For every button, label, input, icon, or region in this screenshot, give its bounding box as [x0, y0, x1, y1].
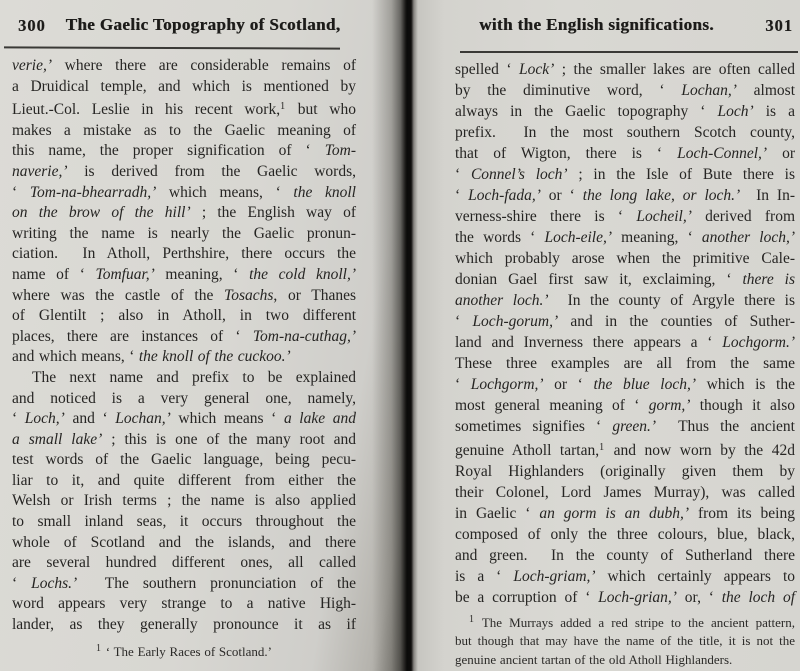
italic-text: the knoll: [293, 183, 356, 201]
text-segment: is a: [753, 103, 795, 120]
footnote-reference: 1: [469, 614, 475, 625]
italic-text: Lochan,’: [681, 82, 737, 99]
text-line: [455, 482, 795, 503]
italic-text: Loch-eile,’: [544, 229, 613, 246]
header-rule-left: [4, 46, 340, 49]
text-segment: sometimes signifies ‘: [455, 418, 613, 435]
text-line: [455, 587, 795, 608]
italic-text: gorm,’: [648, 397, 691, 414]
text-segment: and now worn by the 42d: [605, 442, 795, 459]
italic-text: Lochgorm.’: [722, 334, 795, 351]
text-line: [12, 640, 356, 661]
text-segment: word appears very strange to a native High-: [12, 595, 356, 613]
text-line: [455, 185, 795, 206]
text-segment: liar to it, and quite different from either the: [12, 471, 356, 489]
text-segment: ‘: [12, 183, 30, 201]
italic-text: Tom-: [324, 142, 356, 160]
text-line: [455, 651, 795, 669]
text-segment: to small inland seas, it occurs throughout the: [12, 513, 356, 531]
italic-text: Tomfuar,’: [95, 265, 155, 283]
text-line: [455, 269, 795, 290]
text-segment: meaning, ‘: [612, 229, 702, 246]
text-segment: ‘: [12, 410, 25, 428]
text-line: [455, 80, 795, 101]
text-segment: which probably arose when the primitive Cale-: [455, 250, 795, 267]
text-segment: composed of only the three colours, blue, black,: [455, 526, 795, 543]
text-segment: which means, ‘: [156, 183, 294, 201]
italic-text: there is: [742, 271, 795, 288]
text-segment: Welsh or Irish terms ; the name is also applied: [12, 492, 356, 510]
footnote-reference: 1: [95, 643, 102, 654]
italic-text: the knoll of the cuckoo.’: [138, 348, 291, 366]
text-line: [12, 265, 356, 286]
text-segment: writing the name is nearly the Gaelic pronun-: [12, 224, 356, 242]
text-line: [455, 248, 795, 269]
text-segment: but though that may have the name of the title, it is not the: [455, 633, 795, 649]
text-line: [455, 227, 795, 248]
text-line: [12, 347, 356, 368]
text-segment: places, there are instances of ‘: [12, 327, 253, 345]
italic-text: Lock’: [519, 61, 555, 78]
italic-text: Loch-grian,’: [598, 589, 677, 606]
text-line: [455, 332, 795, 353]
text-line: [12, 368, 356, 389]
text-segment: donian Gael first saw it, exclaiming, ‘: [455, 271, 743, 288]
text-line: [12, 450, 356, 471]
text-line: [12, 97, 356, 121]
text-line: [12, 306, 356, 327]
text-segment: Royal Highlanders (originally given them by: [455, 463, 795, 480]
italic-text: green.’: [612, 418, 657, 435]
text-line: [12, 430, 356, 451]
italic-text: Lochs.’: [31, 574, 78, 592]
italic-text: Loch,’: [24, 410, 65, 428]
italic-text: an gorm is an dubh,’: [539, 505, 690, 522]
text-segment: meaning, ‘: [154, 265, 250, 283]
text-line: [455, 632, 795, 650]
text-line: [12, 77, 356, 98]
text-line: [12, 56, 356, 77]
text-segment: or ‘: [540, 187, 583, 204]
text-segment: ciation. In Atholl, Perthshire, there occurs the: [12, 245, 356, 263]
text-line: [455, 437, 795, 461]
text-segment: prefix. In the most southern Scotch county,: [455, 124, 795, 141]
text-segment: in Gaelic ‘: [455, 505, 540, 522]
italic-text: verie,’: [12, 57, 53, 74]
page-number-right: 301: [765, 16, 793, 35]
text-segment: genuine Atholl tartan,: [455, 442, 600, 459]
italic-text: another loch.’: [455, 292, 549, 309]
text-line: [455, 524, 795, 545]
text-segment: ; in the Isle of Bute there is: [567, 166, 795, 183]
page-gutter-shadow: [372, 0, 418, 671]
italic-text: the loch of: [721, 589, 796, 606]
text-segment: from its being: [689, 505, 795, 522]
text-line: [12, 409, 356, 430]
text-segment: or ‘: [543, 376, 594, 393]
text-line: [12, 553, 356, 574]
text-segment: always in the Gaelic topography ‘: [455, 103, 718, 120]
text-line: [12, 512, 356, 533]
text-line: [12, 141, 356, 162]
text-segment: though it also: [690, 397, 795, 414]
text-line: [455, 101, 795, 122]
text-segment: ‘ The Early Races of Scotland.’: [101, 644, 273, 659]
text-segment: their Colonel, Lord James Murray), was called: [455, 484, 795, 501]
text-segment: which certainly appears to: [595, 568, 796, 585]
text-line: [12, 389, 356, 410]
text-segment: are several hundred different ones, all called: [12, 554, 356, 572]
italic-text: Connel’s loch’: [470, 166, 568, 183]
text-line: [455, 206, 795, 227]
text-line: [455, 59, 795, 80]
page-right: [405, 0, 800, 671]
text-line: [12, 471, 356, 492]
italic-text: Loch-gorum,’: [472, 313, 559, 330]
text-line: [455, 416, 795, 437]
page-number-left: 300: [18, 16, 46, 35]
text-segment: verness-shire there is ‘: [455, 208, 637, 225]
text-segment: which is the: [696, 376, 795, 393]
text-segment: and in the counties of Suther-: [558, 313, 795, 330]
text-segment: and noticed is a very general one, namely,: [12, 389, 356, 407]
header-rule-right: [460, 51, 798, 53]
text-segment: ; this is one of the many root and: [102, 430, 356, 448]
running-title-right: with the English significations.: [479, 15, 714, 34]
text-segment: but who: [286, 101, 356, 119]
text-segment: ‘: [455, 166, 471, 183]
text-segment: be a corruption of ‘: [455, 589, 599, 606]
italic-text: Loch-griam,’: [513, 568, 596, 585]
text-line: [12, 491, 356, 512]
text-segment: where there are considerable remains of: [52, 57, 356, 74]
text-line: [455, 395, 795, 416]
text-segment: , or Thanes: [273, 286, 356, 304]
text-segment: The Murrays added a red stripe to the ancient pattern,: [475, 615, 795, 630]
text-line: [12, 244, 356, 265]
italic-text: Loch-fada,’: [468, 187, 541, 204]
text-line: [12, 224, 356, 245]
footnote-reference: 1: [280, 101, 287, 113]
text-line: [12, 183, 356, 204]
italic-text: Loch-Connel,’: [677, 145, 768, 162]
text-segment: spelled ‘: [455, 61, 519, 78]
text-segment: and ‘: [64, 410, 116, 428]
text-segment: most general meaning of ‘: [455, 397, 649, 414]
text-segment: and which means, ‘: [12, 348, 139, 366]
text-line: [12, 286, 356, 307]
text-segment: derived from: [691, 208, 795, 225]
text-segment: ‘: [455, 187, 469, 204]
italic-text: Tom-na-cuthag,’: [252, 327, 356, 345]
text-segment: Lieut.-Col. Leslie in his recent work,: [12, 101, 281, 119]
text-segment: that of Wigton, there is ‘: [455, 145, 678, 162]
running-head-right: [450, 15, 795, 35]
text-segment: of Glentilt ; also in Atholl, in two different: [12, 307, 356, 325]
text-line: [12, 533, 356, 554]
text-line: [12, 594, 356, 615]
italic-text: Lochan,’: [115, 410, 171, 428]
text-segment: or: [767, 145, 795, 162]
text-segment: almost: [736, 82, 796, 99]
text-segment: The next name and prefix to be explained: [32, 368, 356, 386]
running-title-left: The Gaelic Topography of Scotland,: [65, 15, 341, 34]
text-segment: which means ‘: [170, 410, 284, 428]
text-segment: In the county of Argyle there is: [548, 292, 795, 309]
italic-text: another loch,’: [701, 229, 795, 246]
footnote-reference: 1: [599, 442, 606, 453]
text-line: [12, 162, 356, 183]
italic-text: a lake and: [283, 410, 356, 428]
italic-text: Tom-na-bhearradh,’: [29, 183, 157, 201]
text-segment: and green. In the county of Sutherland there: [455, 547, 795, 564]
text-segment: lander, as they generally pronounce it as if: [12, 616, 356, 634]
text-line: [455, 122, 795, 143]
text-line: [455, 353, 795, 374]
text-line: [455, 311, 795, 332]
body-text-left: [12, 56, 356, 636]
text-segment: ‘: [12, 574, 32, 592]
text-line: [455, 143, 795, 164]
text-segment: is derived from the Gaelic words,: [67, 162, 356, 180]
text-line: [455, 566, 795, 587]
text-segment: land and Inverness there appears a ‘: [455, 334, 723, 351]
text-segment: ‘: [455, 376, 471, 393]
text-segment: by the diminutive word, ‘: [455, 82, 682, 99]
text-line: [12, 203, 356, 224]
italic-text: the long lake, or loch.’: [582, 187, 741, 204]
text-line: [12, 121, 356, 142]
text-segment: test words of the Gaelic language, being pecu-: [12, 451, 356, 469]
text-segment: this name, the proper signification of ‘: [12, 142, 325, 160]
text-segment: ‘: [455, 313, 473, 330]
text-line: [455, 461, 795, 482]
text-segment: genuine ancient tartan of the old Atholl Highlanders.: [455, 651, 733, 667]
text-line: [455, 164, 795, 185]
body-text-right: [455, 59, 795, 608]
text-segment: These three examples are all from the same: [455, 355, 795, 372]
text-segment: makes a mistake as to the Gaelic meaning of: [12, 121, 356, 139]
running-head-left: [12, 15, 360, 35]
text-line: [455, 290, 795, 311]
text-segment: a Druidical temple, and which is mentioned by: [12, 77, 356, 95]
italic-text: naverie,’: [12, 162, 68, 180]
italic-text: on the brow of the hill’: [12, 204, 191, 222]
text-segment: ; the English way of: [190, 204, 356, 222]
text-segment: name of ‘: [12, 265, 96, 283]
text-segment: ; the smaller lakes are often called: [554, 61, 796, 78]
text-segment: where was the castle of the: [12, 286, 224, 304]
text-line: [12, 574, 356, 595]
italic-text: Locheil,’: [636, 208, 692, 225]
text-line: [455, 545, 795, 566]
text-line: [455, 503, 795, 524]
italic-text: Lochgorm,’: [470, 376, 544, 393]
text-segment: is a ‘: [455, 568, 514, 585]
italic-text: Tosachs: [224, 286, 274, 304]
italic-text: the blue loch,’: [593, 376, 697, 393]
italic-text: a small lake’: [12, 430, 103, 448]
text-segment: The southern pronunciation of the: [77, 574, 356, 592]
text-segment: whole of Scotland and the islands, and there: [12, 533, 356, 551]
footnote-right: [455, 611, 795, 669]
text-segment: or, ‘: [676, 589, 722, 606]
italic-text: Loch’: [717, 103, 754, 120]
text-line: [12, 327, 356, 348]
footnote-left: [12, 640, 356, 661]
text-line: [455, 374, 795, 395]
italic-text: the cold knoll,’: [249, 265, 356, 283]
text-segment: In In-: [740, 187, 795, 204]
text-segment: Thus the ancient: [656, 418, 795, 435]
text-line: [12, 615, 356, 636]
text-line: [455, 611, 795, 632]
text-segment: the words ‘: [455, 229, 545, 246]
